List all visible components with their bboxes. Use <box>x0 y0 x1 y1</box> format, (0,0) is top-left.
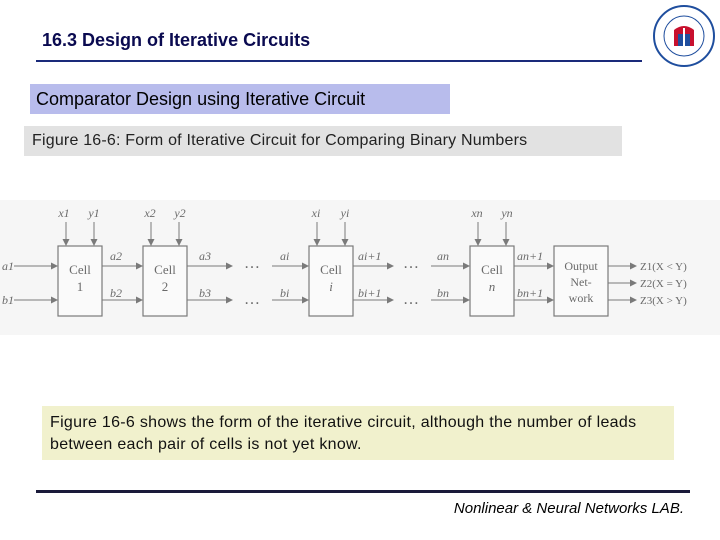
cell-2-index: 2 <box>161 279 169 294</box>
cell-n-label: Cell <box>481 262 503 277</box>
label-a1: a1 <box>2 259 14 273</box>
cell-1-label: Cell <box>69 262 91 277</box>
label-a3: a3 <box>199 249 211 263</box>
figure-caption: Figure 16-6: Form of Iterative Circuit for Comparing Binary Numbers <box>24 126 622 156</box>
figure-description: Figure 16-6 shows the form of the iterative circuit, although the number of leads between each pair of cells is not yet know. <box>42 406 674 460</box>
label-bn: bn <box>437 286 449 300</box>
cell-1-index: 1 <box>76 279 84 294</box>
lab-name-footer: Nonlinear & Neural Networks LAB. <box>453 500 684 517</box>
title-divider <box>36 60 642 62</box>
label-bi: bi <box>280 286 290 300</box>
output-z2: Z2(X = Y) <box>640 278 687 290</box>
label-an: an <box>437 249 449 263</box>
output-network-label-2: Net- <box>570 275 592 289</box>
footer-divider <box>36 490 690 493</box>
input-label-x1: x1 <box>58 206 70 220</box>
input-label-xn: xn <box>471 206 483 220</box>
output-network-label-3: work <box>568 291 594 305</box>
university-logo <box>648 0 720 72</box>
cell-i-label: Cell <box>320 262 342 277</box>
label-bn-plus-1: bn+1 <box>517 286 544 300</box>
label-b3: b3 <box>199 286 211 300</box>
input-label-x2: x2 <box>144 206 156 220</box>
cell-n-index: n <box>488 279 496 294</box>
label-ai: ai <box>280 249 290 263</box>
input-label-yi: yi <box>340 206 350 220</box>
label-b1: b1 <box>2 293 14 307</box>
output-z1: Z1(X < Y) <box>640 261 687 273</box>
section-subtitle: Comparator Design using Iterative Circuit <box>30 84 450 114</box>
ellipsis-b-2: … <box>403 291 419 308</box>
ellipsis-a-2: … <box>403 255 419 272</box>
label-bi-plus-1: bi+1 <box>358 286 382 300</box>
label-ai-plus-1: ai+1 <box>358 249 382 263</box>
input-label-yn: yn <box>501 206 513 220</box>
label-b2: b2 <box>110 286 122 300</box>
cell-i-index: i <box>329 279 333 294</box>
output-z3: Z3(X > Y) <box>640 295 687 307</box>
slide-title: 16.3 Design of Iterative Circuits <box>42 30 311 50</box>
label-an-plus-1: an+1 <box>517 249 544 263</box>
cell-2-label: Cell <box>154 262 176 277</box>
input-label-y2: y2 <box>174 206 186 220</box>
output-network-label-1: Output <box>564 259 598 273</box>
ellipsis-a-1: … <box>244 255 260 272</box>
ellipsis-b-1: … <box>244 291 260 308</box>
label-a2: a2 <box>110 249 122 263</box>
iterative-circuit-diagram <box>0 200 720 335</box>
input-label-y1: y1 <box>88 206 100 220</box>
input-label-xi: xi <box>311 206 321 220</box>
